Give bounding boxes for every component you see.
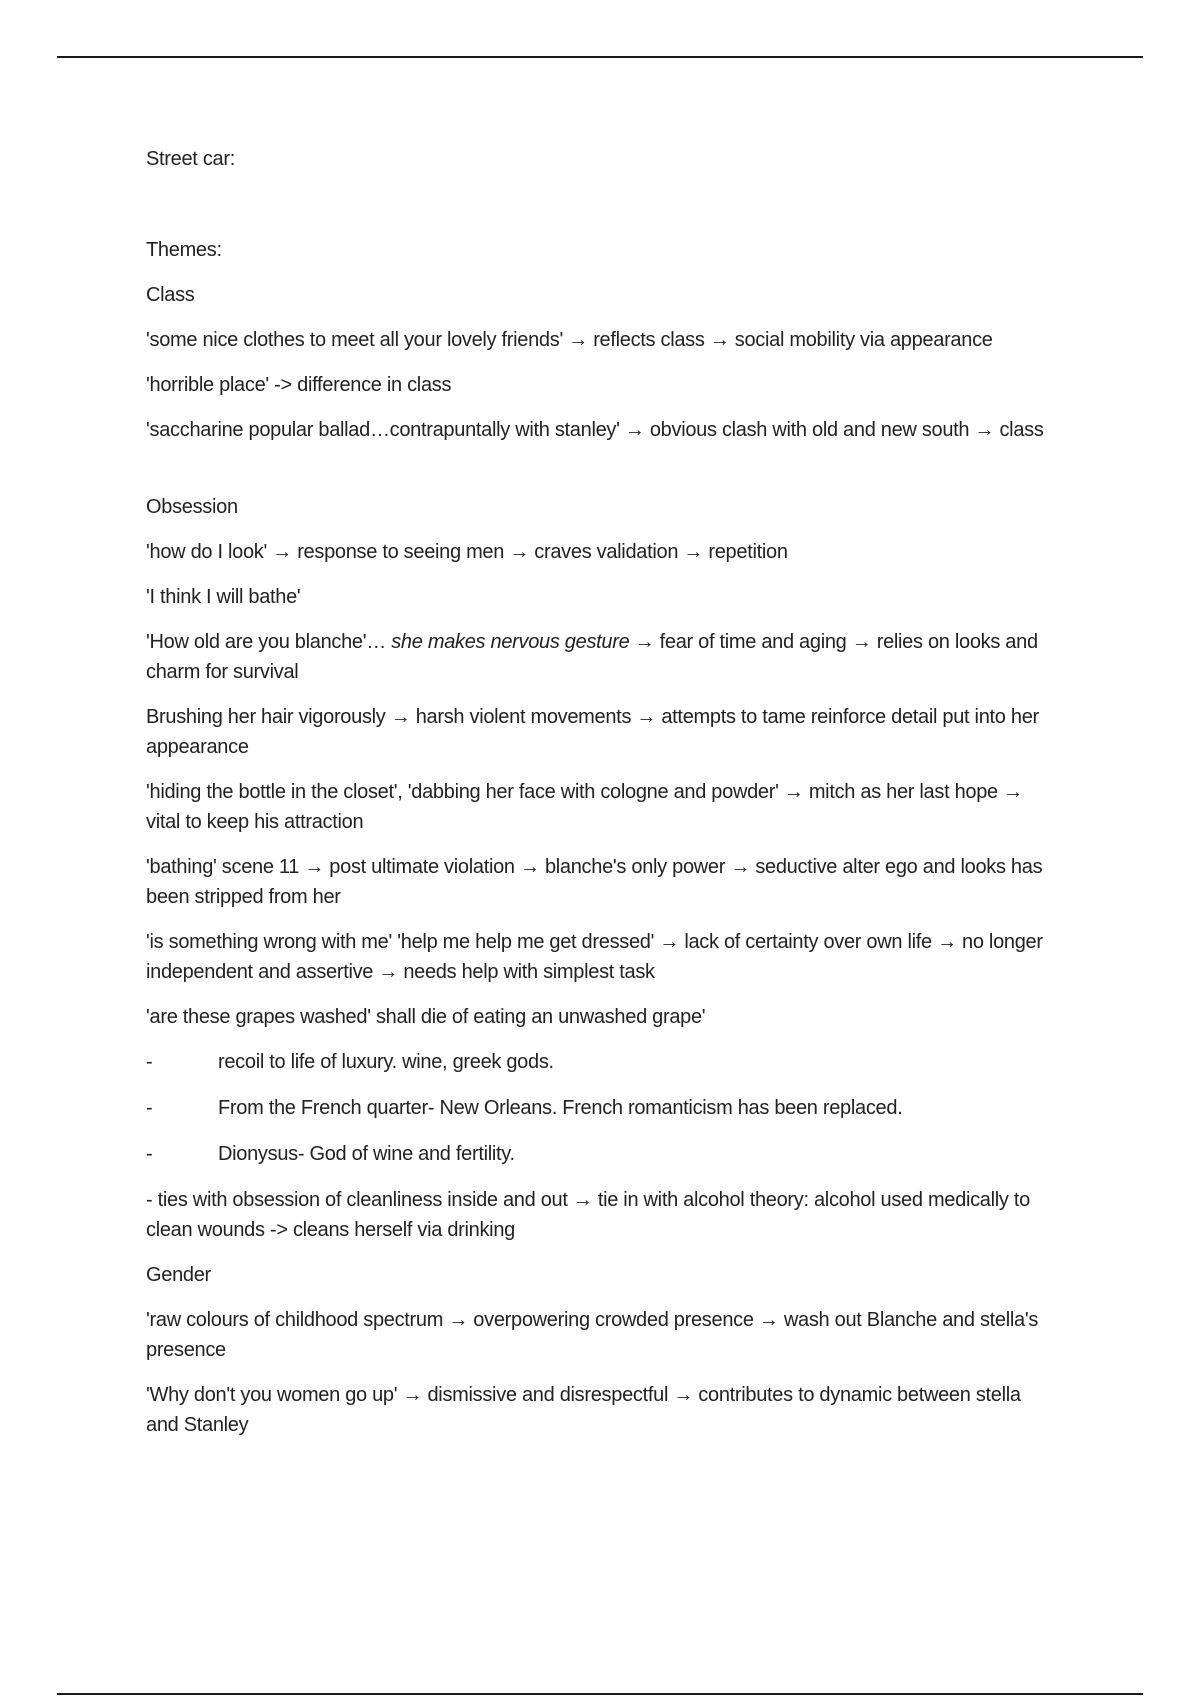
document-body	[146, 144, 1056, 1455]
obsession-note-8: 'are these grapes washed' shall die of eating an unwashed grape'	[146, 1006, 706, 1028]
bullet-dash: -	[146, 1051, 153, 1073]
gender-note-1: 'raw colours of childhood spectrum → overpowering crowded presence → wash out Blanche and stella's presence	[146, 1309, 1039, 1361]
obsession-note-3	[146, 627, 1056, 687]
obsession-note-2: 'I think I will bathe'	[146, 586, 301, 608]
gender-note-2: 'Why don't you women go up' → dismissive and disrespectful → contributes to dynamic between stella and Stanley	[146, 1384, 1021, 1436]
class-note-1: 'some nice clothes to meet all your lovely friends' → reflects class → social mobility via appearance	[146, 329, 993, 351]
bullet-item	[146, 1093, 1056, 1123]
obsession-note-6: 'bathing' scene 11 → post ultimate violation → blanche's only power → seductive alter ego and looks has been stripped from her	[146, 856, 1043, 908]
obsession-note-3-stage-direction: she makes nervous gesture	[391, 631, 630, 653]
obsession-note-9: - ties with obsession of cleanliness inside and out → tie in with alcohol theory: alcohol used medically to clean wounds -> cleans herself via drinking	[146, 1189, 1030, 1241]
document-heading: Street car:	[146, 148, 235, 170]
obsession-note-3-quote: 'How old are you blanche'…	[146, 631, 392, 653]
bullet-text: Dionysus- God of wine and fertility.	[218, 1143, 515, 1165]
section-title-gender: Gender	[146, 1264, 211, 1286]
obsession-note-3-analysis: → fear of time and aging → relies on looks and charm for survival	[146, 631, 1038, 683]
page-bottom-rule	[57, 1693, 1143, 1695]
section-title-class: Class	[146, 284, 195, 306]
bullet-text: From the French quarter- New Orleans. French romanticism has been replaced.	[218, 1097, 903, 1119]
obsession-note-7: 'is something wrong with me' 'help me help me get dressed' → lack of certainty over own life → no longer independent and assertive → needs help with simplest task	[146, 931, 1043, 983]
bullet-item	[146, 1047, 1056, 1077]
bullet-dash: -	[146, 1097, 153, 1119]
obsession-note-4: Brushing her hair vigorously → harsh violent movements → attempts to tame reinforce detail put into her appearance	[146, 706, 1039, 758]
bullet-dash: -	[146, 1143, 153, 1165]
obsession-note-5: 'hiding the bottle in the closet', 'dabbing her face with cologne and powder' → mitch as her last hope → vital to keep his attraction	[146, 781, 1023, 833]
obsession-note-1: 'how do I look' → response to seeing men → craves validation → repetition	[146, 541, 788, 563]
themes-label: Themes:	[146, 239, 222, 261]
page-top-rule	[57, 56, 1143, 58]
section-title-obsession: Obsession	[146, 496, 238, 518]
bullet-text: recoil to life of luxury. wine, greek gods.	[218, 1051, 554, 1073]
class-note-3: 'saccharine popular ballad…contrapuntally with stanley' → obvious clash with old and new south → class	[146, 419, 1044, 441]
class-note-2: 'horrible place' -> difference in class	[146, 374, 452, 396]
bullet-item	[146, 1139, 1056, 1169]
